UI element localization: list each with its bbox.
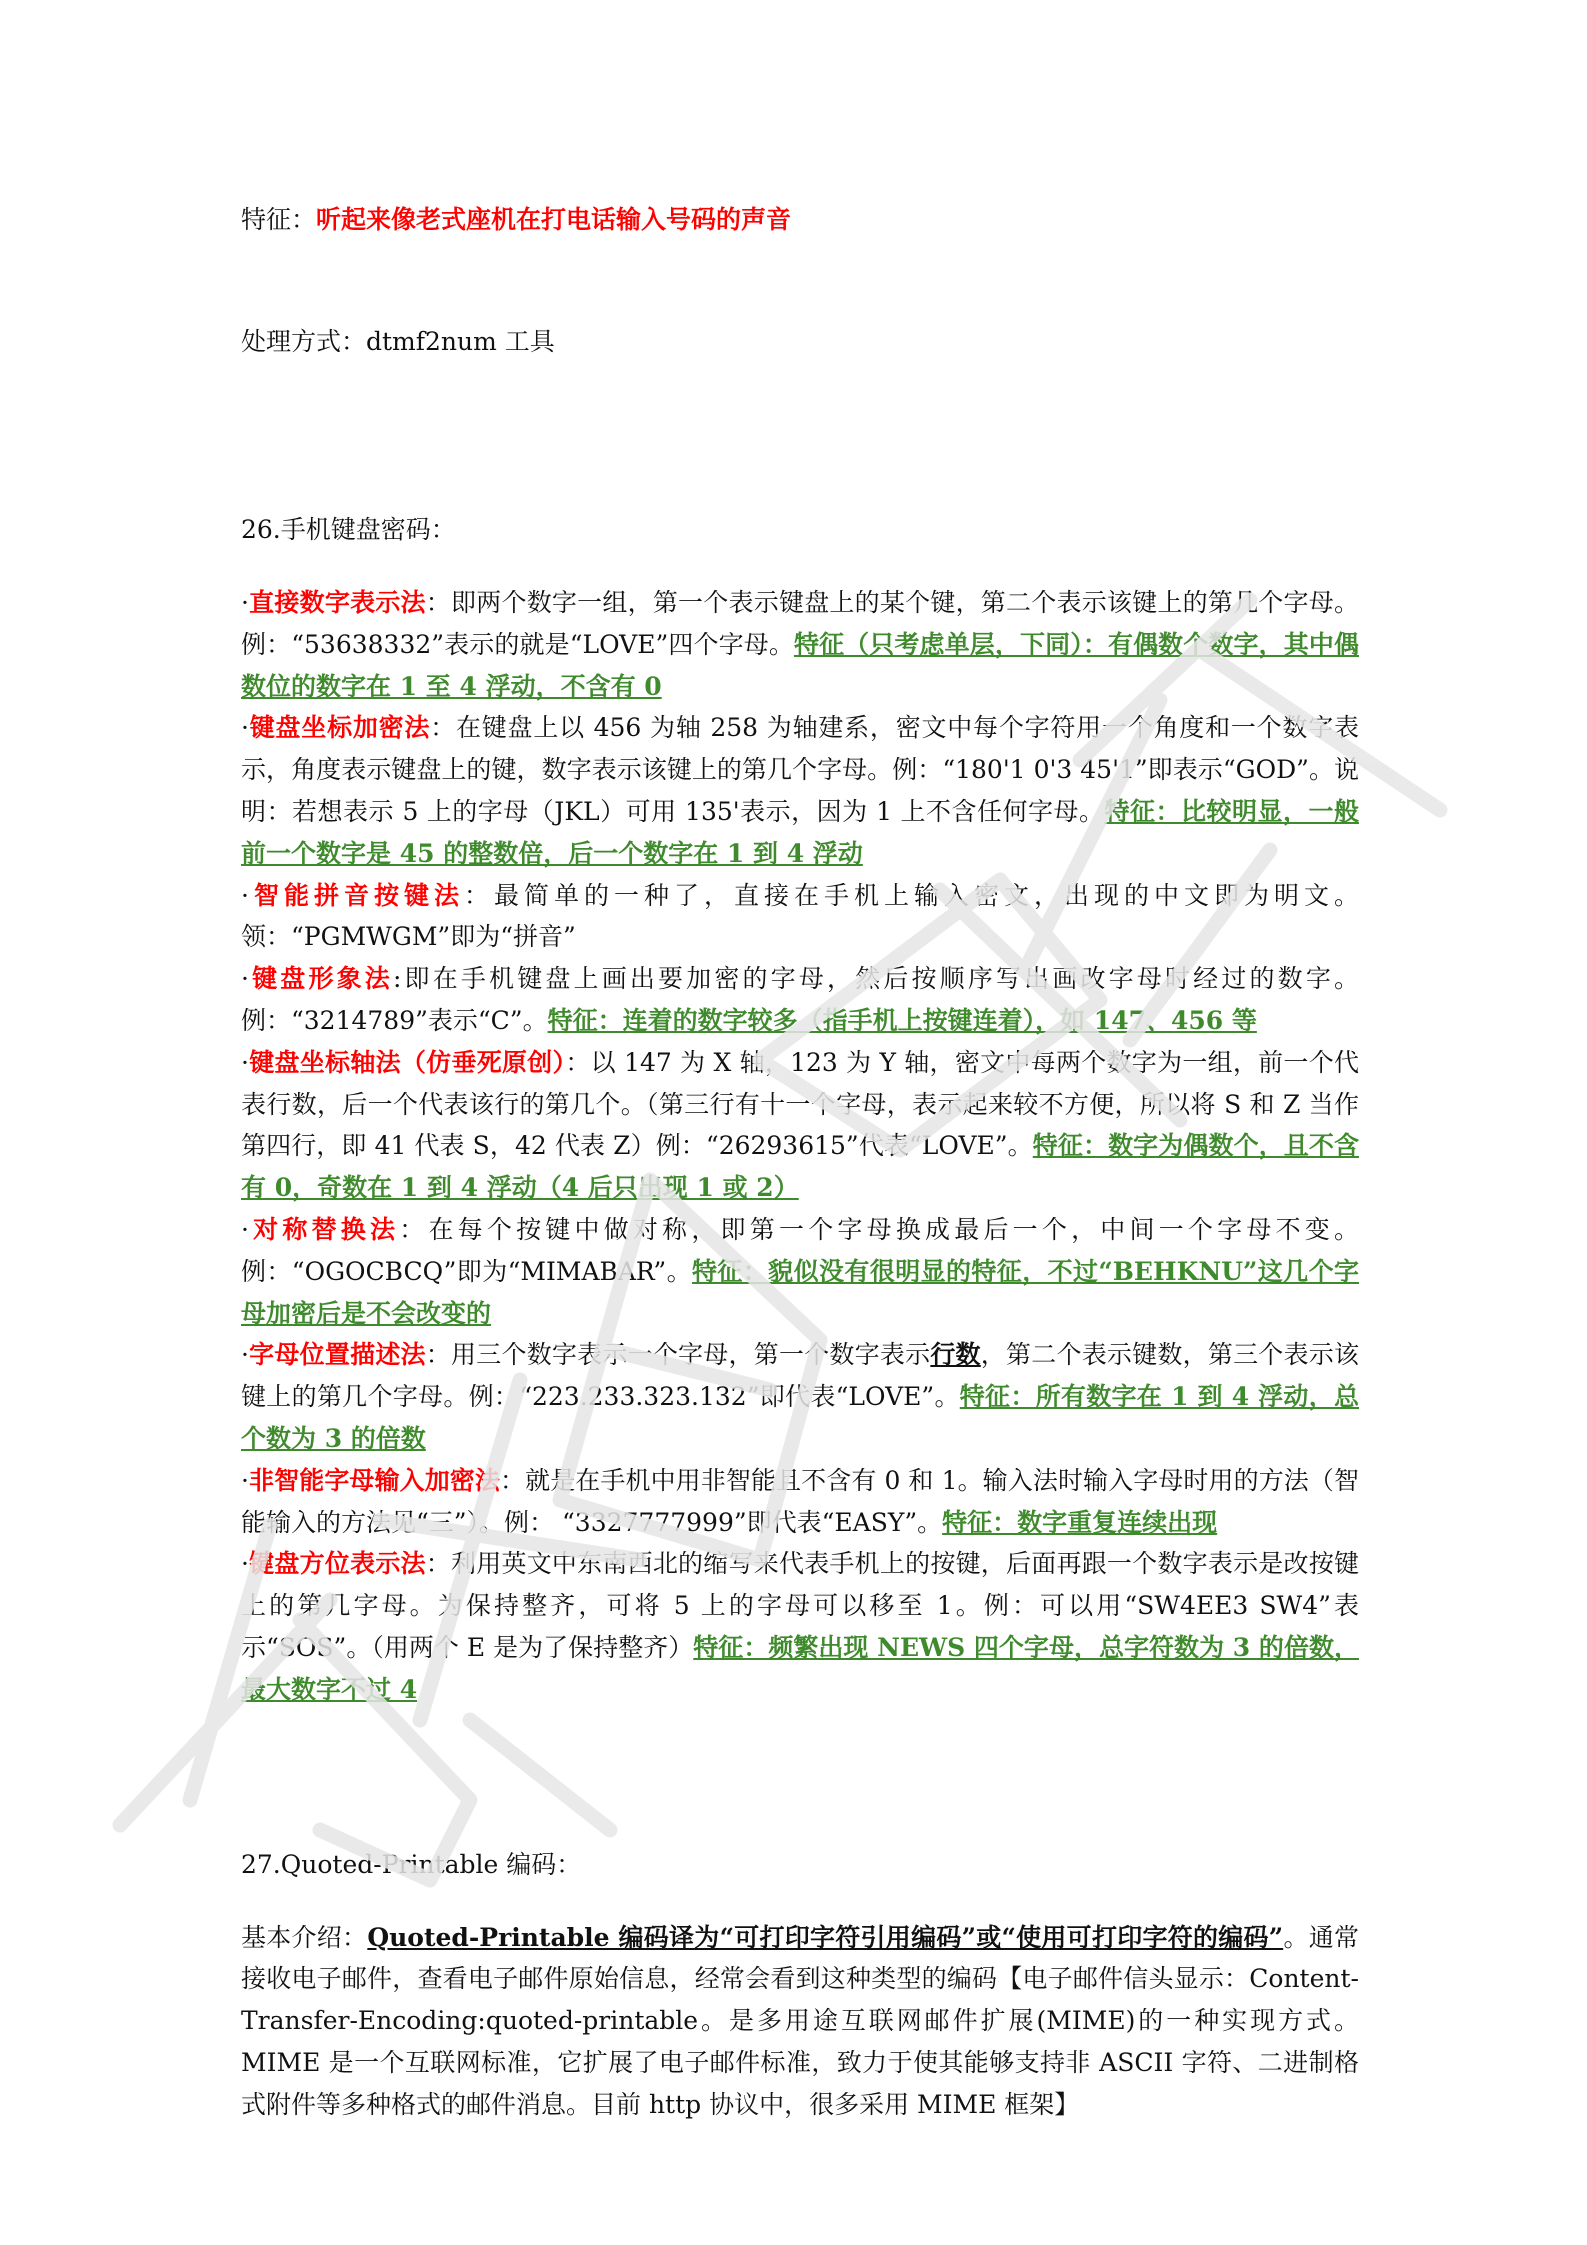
intro-text: 。通常接收电子邮件，查看电子邮件原始信息，经常会看到这种类型的编码【电子邮件信头显示：Content-Transfer-Encoding:quoted-printable。是多用途互联网邮件扩展(MIME)的一种实现方式。MIME 是一个互联网标准，它扩展了电子邮件标准，致力于使其能够支持非 ASCII 字符、二进制格式附件等多种格式的邮件消息。目前 http 协议中，很多采用 MIME 框架】 xyxy=(241,1922,1359,2119)
method-feature: 特征：比较明显，一般前一个数字是 45 的整数倍，后一个数字在 1 到 4 浮动 xyxy=(241,796,1359,868)
feature-label: 特征： xyxy=(241,205,317,234)
method-name: 非智能字母输入加密法 xyxy=(248,1465,501,1495)
method-desc: ：利用英文中东南西北的缩写来代表手机上的按键，后面再跟一个数字表示是改按键上的第几字母。为保持整齐，可将 5 上的字母可以移至 1。例：可以用“SW4EE3 SW4”表示“SOS”。（用两个 E 是为了保持整齐） xyxy=(241,1549,1359,1662)
list-item: ·键盘方位表示法：利用英文中东南西北的缩写来代表手机上的按键，后面再跟一个数字表示是改按键上的第几字母。为保持整齐，可将 5 上的字母可以移至 1。例：可以用“SW4EE3 SW4”表示“SOS”。（用两个 E 是为了保持整齐）特征：频繁出现 NEWS 四个字母，总字符数为 3 的倍数，最大数字不过 4 xyxy=(241,1549,1359,1704)
feature-line xyxy=(241,190,1359,250)
list-item: ·字母位置描述法：用三个数字表示一个字母，第一个数字表示行数，第二个表示键数，第三个表示该键上的第几个字母。例：“223.233.323.132”即代表“LOVE”。特征：所有数字在 1 到 4 浮动，总个数为 3 的倍数 xyxy=(241,1340,1360,1453)
section-27-intro xyxy=(241,1917,1359,2126)
intro-emphasis: Quoted-Printable 编码译为“可打印字符引用编码”或“使用可打印字符的编码” xyxy=(367,1922,1284,1952)
document-body xyxy=(241,190,1359,2126)
method-desc: ：就是在手机中用非智能且不含有 0 和 1。输入法时输入字母时用的方法（智能输入的方法见“三”）。例： “3327777999”即代表“EASY”。 xyxy=(241,1465,1359,1537)
method-feature: 特征：数字为偶数个，且不含有 0，奇数在 1 到 4 浮动（4 后只出现 1 或 2） xyxy=(241,1131,1359,1203)
feature-text: 听起来像老式座机在打电话输入号码的声音 xyxy=(316,205,792,234)
method-name: 键盘坐标加密法 xyxy=(248,713,431,743)
list-item: ·直接数字表示法：即两个数字一组，第一个表示键盘上的某个键，第二个表示该键上的第几个字母。例：“53638332”表示的就是“LOVE”四个字母。特征（只考虑单层，下同）：有偶数个数字，其中偶数位的数字在 1 至 4 浮动，不含有 0 xyxy=(241,588,1359,701)
method-name: 字母位置描述法 xyxy=(248,1340,426,1370)
method-desc: ，第二个表示键数，第三个表示该键上的第几个字母。例：“223.233.323.132”即代表“LOVE”。 xyxy=(241,1340,1359,1412)
list-item: ·非智能字母输入加密法：就是在手机中用非智能且不含有 0 和 1。输入法时输入字母时用的方法（智能输入的方法见“三”）。例： “3327777999”即代表“EASY”。特征：数字重复连续出现 xyxy=(241,1465,1359,1537)
method-name: 对称替换法 xyxy=(248,1214,400,1244)
method-desc: ：以 147 为 X 轴，123 为 Y 轴，密文中每两个数字为一组，前一个代表行数，后一个代表该行的第几个。（第三行有十一个字母，表示起来较不方便，所以将 S 和 Z 当作第四行，即 41 代表 S，42 代表 Z）例：“26293615”代表“LOVE”。 xyxy=(241,1047,1359,1161)
method-name: 直接数字表示法 xyxy=(248,588,426,617)
section-27-title: 27.Quoted-Printable 编码： xyxy=(241,1849,582,1879)
method-name: 键盘方位表示法 xyxy=(248,1549,426,1579)
section-26-list xyxy=(241,582,1359,1711)
method-desc: ：在每个按键中做对称，即第一个字母换成最后一个，中间一个字母不变。例：“OGOCBCQ”即为“MIMABAR”。 xyxy=(241,1214,1359,1286)
method-desc: ：即两个数字一组，第一个表示键盘上的某个键，第二个表示该键上的第几个字母。例：“53638332”表示的就是“LOVE”四个字母。 xyxy=(241,588,1359,659)
method-name: 键盘坐标轴法（仿垂死原创） xyxy=(248,1047,566,1077)
list-item: ·键盘坐标加密法：在键盘上以 456 为轴 258 为轴建系，密文中每个字符用一个角度和一个数字表示，角度表示键盘上的键，数字表示该键上的第几个字母。例：“180'1 0'3 45'1”即表示“GOD”。说明：若想表示 5 上的字母（JKL）可用 135'表示，因为 1 上不含任何字母。特征：比较明显，一般前一个数字是 45 的整数倍，后一个数字在 1 到 4 浮动 xyxy=(241,713,1359,868)
method-feature: 特征：貌似没有很明显的特征，不过“BEHKNU”这几个字母加密后是不会改变的 xyxy=(241,1256,1359,1328)
list-item: ·智能拼音按键法：最简单的一种了，直接在手机上输入密文，出现的中文即为明文。领：“PGMWGM”即为“拼音” xyxy=(241,880,1359,952)
method-desc: ：最简单的一种了，直接在手机上输入密文，出现的中文即为明文。领：“PGMWGM”即为“拼音” xyxy=(241,880,1359,952)
method-feature: 特征：所有数字在 1 到 4 浮动，总个数为 3 的倍数 xyxy=(241,1382,1360,1453)
method-feature: 特征（只考虑单层，下同）：有偶数个数字，其中偶数位的数字在 1 至 4 浮动，不含有 0 xyxy=(241,629,1359,701)
method-feature: 特征：数字重复连续出现 xyxy=(942,1507,1218,1537)
method-feature: 特征：频繁出现 NEWS 四个字母，总字符数为 3 的倍数，最大数字不过 4 xyxy=(241,1632,1359,1704)
method-desc: :即在手机键盘上画出要加密的字母，然后按顺序写出画改字母时经过的数字。例：“3214789”表示“C”。 xyxy=(241,964,1359,1035)
method-name: 键盘形象法 xyxy=(248,964,393,994)
list-item: ·键盘形象法:即在手机键盘上画出要加密的字母，然后按顺序写出画改字母时经过的数字。例：“3214789”表示“C”。特征：连着的数字较多（指手机上按键连着），如 147、456 等 xyxy=(241,964,1359,1035)
section-26-title: 26.手机键盘密码： xyxy=(241,515,456,544)
method-line: 处理方式：dtmf2num 工具 xyxy=(241,327,555,356)
list-item: ·对称替换法：在每个按键中做对称，即第一个字母换成最后一个，中间一个字母不变。例：“OGOCBCQ”即为“MIMABAR”。特征：貌似没有很明显的特征，不过“BEHKNU”这几个字母加密后是不会改变的 xyxy=(241,1214,1359,1328)
method-desc-pre: ：用三个数字表示一个字母，第一个数字表示 xyxy=(425,1340,931,1370)
list-item: ·键盘坐标轴法（仿垂死原创）：以 147 为 X 轴，123 为 Y 轴，密文中每两个数字为一组，前一个代表行数，后一个代表该行的第几个。（第三行有十一个字母，表示起来较不方便，所以将 S 和 Z 当作第四行，即 41 代表 S，42 代表 Z）例：“26293615”代表“LOVE”。特征：数字为偶数个，且不含有 0，奇数在 1 到 4 浮动（4 后只出现 1 或 2） xyxy=(241,1047,1359,1203)
intro-label: 基本介绍： xyxy=(241,1922,368,1952)
method-desc: ：在键盘上以 456 为轴 258 为轴建系，密文中每个字符用一个角度和一个数字表示，角度表示键盘上的键，数字表示该键上的第几个字母。例：“180'1 0'3 45'1”即表示“GOD”。说明：若想表示 5 上的字母（JKL）可用 135'表示，因为 1 上不含任何字母。 xyxy=(241,713,1359,826)
method-desc-emphasis: 行数 xyxy=(930,1340,981,1370)
method-name: 智能拼音按键法 xyxy=(248,880,464,910)
method-feature: 特征：连着的数字较多（指手机上按键连着），如 147、456 等 xyxy=(547,1005,1257,1035)
